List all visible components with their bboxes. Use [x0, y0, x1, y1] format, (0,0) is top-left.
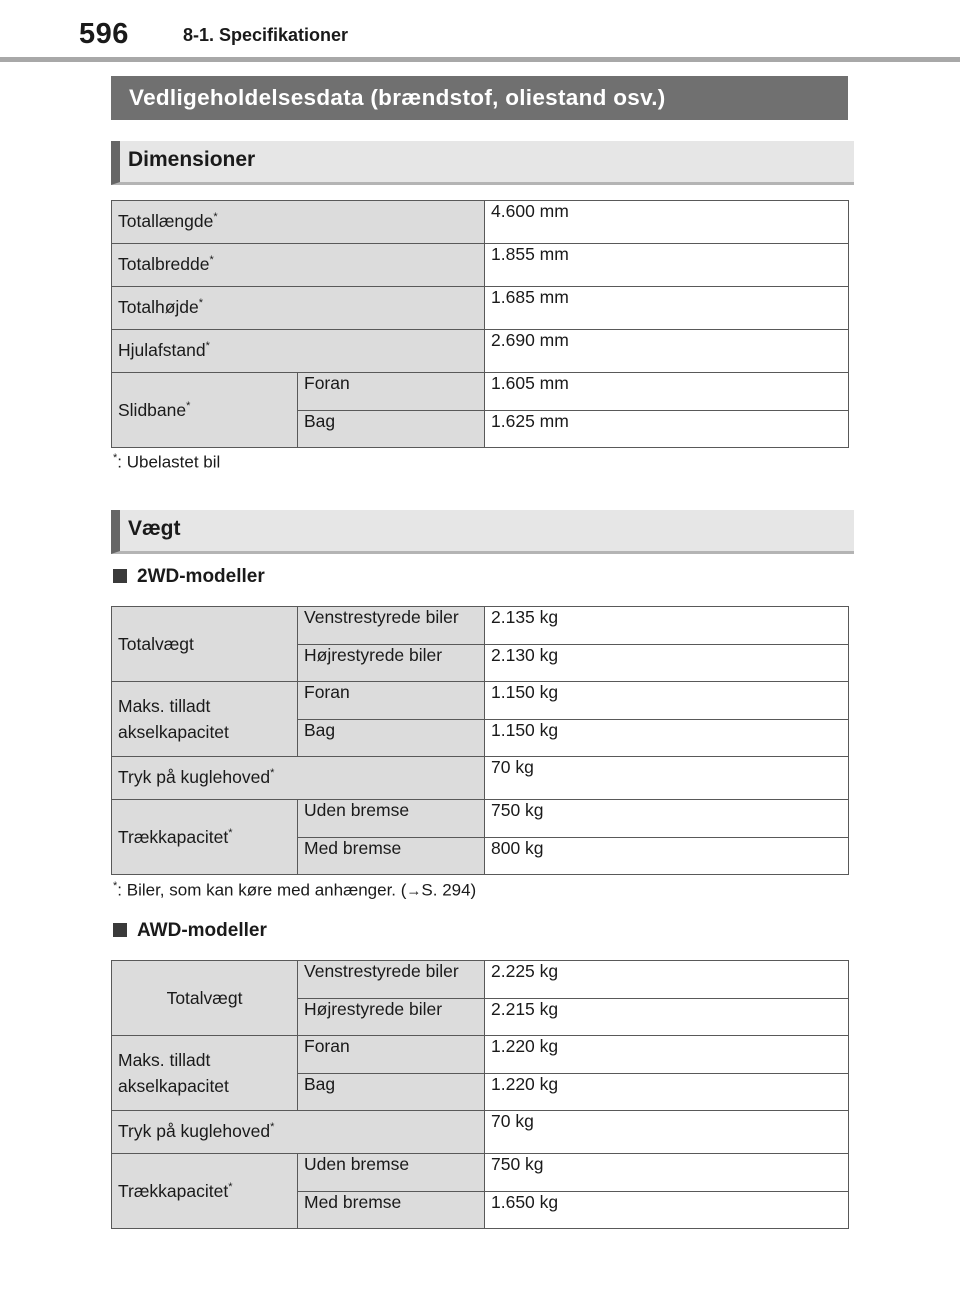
two-wd-table [111, 606, 849, 875]
sub-label: Bag [298, 411, 485, 448]
row-value: 2.225 kg [485, 961, 849, 999]
row-value: 750 kg [485, 1154, 849, 1192]
row-value: 70 kg [485, 757, 849, 800]
row-value: 2.690 mm [485, 330, 849, 373]
sub-label: Højrestyrede biler [298, 645, 485, 682]
row-value: 1.855 mm [485, 244, 849, 287]
two-wd-footnote: *: Biler, som kan køre med anhænger. (→S. 294) [113, 880, 477, 900]
row-label: Trækkapacitet* [112, 800, 298, 875]
dimensions-heading: Dimensioner [111, 141, 854, 185]
two-wd-heading: 2WD-modeller [113, 566, 265, 588]
sub-label: Foran [298, 373, 485, 411]
row-label: Totallængde* [112, 201, 485, 244]
dimensions-footnote: *: Ubelastet bil [113, 452, 221, 472]
row-label: Slidbane* [112, 373, 298, 448]
row-value: 800 kg [485, 838, 849, 875]
awd-table [111, 960, 849, 1229]
table-row [112, 1154, 849, 1192]
row-value: 1.625 mm [485, 411, 849, 448]
row-value: 2.130 kg [485, 645, 849, 682]
sub-label: Uden bremse [298, 800, 485, 838]
awd-heading: AWD-modeller [113, 920, 267, 942]
arrow-right-icon: → [406, 882, 422, 900]
row-value: 2.215 kg [485, 999, 849, 1036]
row-label: Tryk på kuglehoved* [112, 1111, 485, 1154]
page-number: 596 [79, 18, 129, 50]
sub-label: Med bremse [298, 838, 485, 875]
row-label: Tryk på kuglehoved* [112, 757, 485, 800]
table-row [112, 287, 849, 330]
sub-label: Bag [298, 1074, 485, 1111]
row-label: Hjulafstand* [112, 330, 485, 373]
dimensions-table [111, 200, 849, 448]
sub-label: Venstrestyrede biler [298, 607, 485, 645]
sub-label: Uden bremse [298, 1154, 485, 1192]
sub-label: Med bremse [298, 1192, 485, 1229]
table-row [112, 244, 849, 287]
table-row [112, 201, 849, 244]
row-value: 4.600 mm [485, 201, 849, 244]
sub-label: Venstrestyrede biler [298, 961, 485, 999]
sub-label: Foran [298, 682, 485, 720]
row-label: Totalvægt [112, 961, 298, 1036]
row-value: 1.150 kg [485, 682, 849, 720]
table-row [112, 757, 849, 800]
row-value: 2.135 kg [485, 607, 849, 645]
row-value: 750 kg [485, 800, 849, 838]
table-row [112, 800, 849, 838]
row-label: Totalvægt [112, 607, 298, 682]
row-label: Trækkapacitet* [112, 1154, 298, 1229]
weight-heading: Vægt [111, 510, 854, 554]
table-row [112, 1111, 849, 1154]
sub-label: Bag [298, 720, 485, 757]
table-row [112, 682, 849, 720]
row-value: 1.220 kg [485, 1074, 849, 1111]
row-value: 1.605 mm [485, 373, 849, 411]
bullet-square-icon [113, 923, 127, 937]
table-row [112, 330, 849, 373]
row-label: Maks. tilladt akselkapacitet [112, 682, 298, 757]
sub-label: Højrestyrede biler [298, 999, 485, 1036]
row-label: Totalbredde* [112, 244, 485, 287]
sub-label: Foran [298, 1036, 485, 1074]
table-row [112, 607, 849, 645]
page-header [0, 0, 960, 62]
row-value: 1.220 kg [485, 1036, 849, 1074]
table-row [112, 961, 849, 999]
table-row [112, 1036, 849, 1074]
row-value: 1.650 kg [485, 1192, 849, 1229]
row-value: 70 kg [485, 1111, 849, 1154]
header-rule [0, 57, 960, 62]
row-label: Maks. tilladt akselkapacitet [112, 1036, 298, 1111]
section-title: 8-1. Specifikationer [183, 25, 349, 45]
table-row [112, 373, 849, 411]
row-label: Totalhøjde* [112, 287, 485, 330]
row-value: 1.150 kg [485, 720, 849, 757]
chapter-banner: Vedligeholdelsesdata (brændstof, oliestand osv.) [111, 76, 848, 120]
row-value: 1.685 mm [485, 287, 849, 330]
bullet-square-icon [113, 569, 127, 583]
